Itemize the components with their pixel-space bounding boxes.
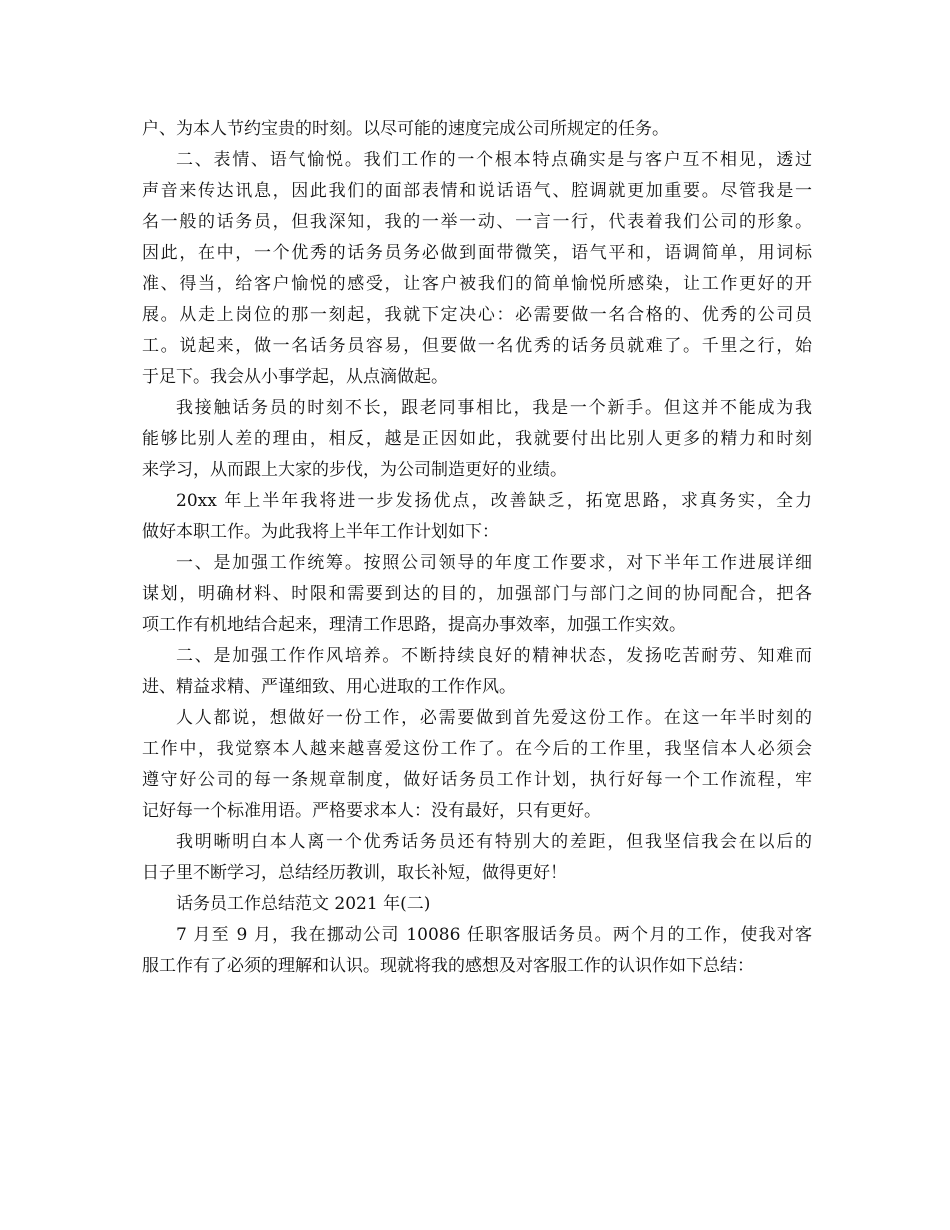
paragraph-line: 进、精益求精、严谨细致、用心进取的工作作风。 [142, 677, 516, 697]
paragraph-line: 展。从走上岗位的那一刻起，我就下定决心：必需要做一名合格的、优秀的公司员 [142, 305, 812, 325]
paragraph-line: 遵守好公司的每一条规章制度，做好话务员工作计划，执行好每一个工作流程，牢 [142, 770, 812, 790]
paragraph-line: 能够比别人差的理由，相反，越是正因如此，我就要付出比别人更多的精力和时刻 [142, 429, 812, 449]
paragraph [142, 703, 812, 827]
paragraph-line: 于足下。我会从小事学起，从点滴做起。 [142, 367, 448, 387]
paragraph-line: 做好本职工作。为此我将上半年工作计划如下： [142, 522, 499, 542]
paragraph-line: 一、是加强工作统筹。按照公司领导的年度工作要求，对下半年工作进展详细 [176, 553, 812, 573]
paragraph-line: 7 月至 9 月，我在挪动公司 10086 任职客服话务员。两个月的工作，使我对客 [176, 925, 812, 945]
paragraph-line: 来学习，从而跟上大家的步伐，为公司制造更好的业绩。 [142, 460, 567, 480]
paragraph [142, 920, 812, 982]
paragraph-line: 记好每一个标准用语。严格要求本人：没有最好，只有更好。 [142, 801, 601, 821]
paragraph [142, 827, 812, 889]
paragraph-line: 准、得当，给客户愉悦的感受，让客户被我们的简单愉悦所感染，让工作更好的开 [142, 274, 812, 294]
paragraph-line: 二、表情、语气愉悦。我们工作的一个根本特点确实是与客户互不相见，透过 [176, 150, 812, 170]
paragraph-line: 20xx 年上半年我将进一步发扬优点，改善缺乏，拓宽思路，求真务实，全力 [176, 491, 812, 511]
paragraph [142, 486, 812, 548]
paragraph-line: 工。说起来，做一名话务员容易，但要做一名优秀的话务员就难了。千里之行，始 [142, 336, 812, 356]
paragraph-line: 我接触话务员的时刻不长，跟老同事相比，我是一个新手。但这并不能成为我 [176, 398, 812, 418]
paragraph-line: 工作中，我觉察本人越来越喜爱这份工作了。在今后的工作里，我坚信本人必须会 [142, 739, 812, 759]
paragraph-line: 声音来传达讯息，因此我们的面部表情和说话语气、腔调就更加重要。尽管我是一 [142, 181, 812, 201]
paragraph-line: 户、为本人节约宝贵的时刻。以尽可能的速度完成公司所规定的任务。 [142, 119, 669, 139]
section-heading-text: 话务员工作总结范文 2021 年(二) [176, 894, 431, 914]
paragraph-line: 名一般的话务员，但我深知，我的一举一动、一言一行，代表着我们公司的形象。 [142, 212, 812, 232]
paragraph-line: 项工作有机地结合起来，理清工作思路，提高办事效率，加强工作实效。 [142, 615, 686, 635]
document-body [142, 114, 812, 982]
paragraph-line: 服工作有了必须的理解和认识。现就将我的感想及对客服工作的认识作如下总结： [142, 956, 754, 976]
paragraph [142, 114, 812, 145]
paragraph-line: 因此，在中，一个优秀的话务员务必做到面带微笑，语气平和，语调简单，用词标 [142, 243, 812, 263]
paragraph-line: 谋划，明确材料、时限和需要到达的目的，加强部门与部门之间的协同配合，把各 [142, 584, 812, 604]
paragraph [142, 641, 812, 703]
paragraph-line: 人人都说，想做好一份工作，必需要做到首先爱这份工作。在这一年半时刻的 [176, 708, 812, 728]
section-heading [142, 889, 812, 920]
paragraph-line: 日子里不断学习，总结经历教训，取长补短，做得更好！ [142, 863, 567, 883]
paragraph-line: 二、是加强工作作风培养。不断持续良好的精神状态，发扬吃苦耐劳、知难而 [176, 646, 812, 666]
paragraph [142, 145, 812, 393]
paragraph [142, 393, 812, 486]
paragraph [142, 548, 812, 641]
paragraph-line: 我明晰明白本人离一个优秀话务员还有特别大的差距，但我坚信我会在以后的 [176, 832, 812, 852]
